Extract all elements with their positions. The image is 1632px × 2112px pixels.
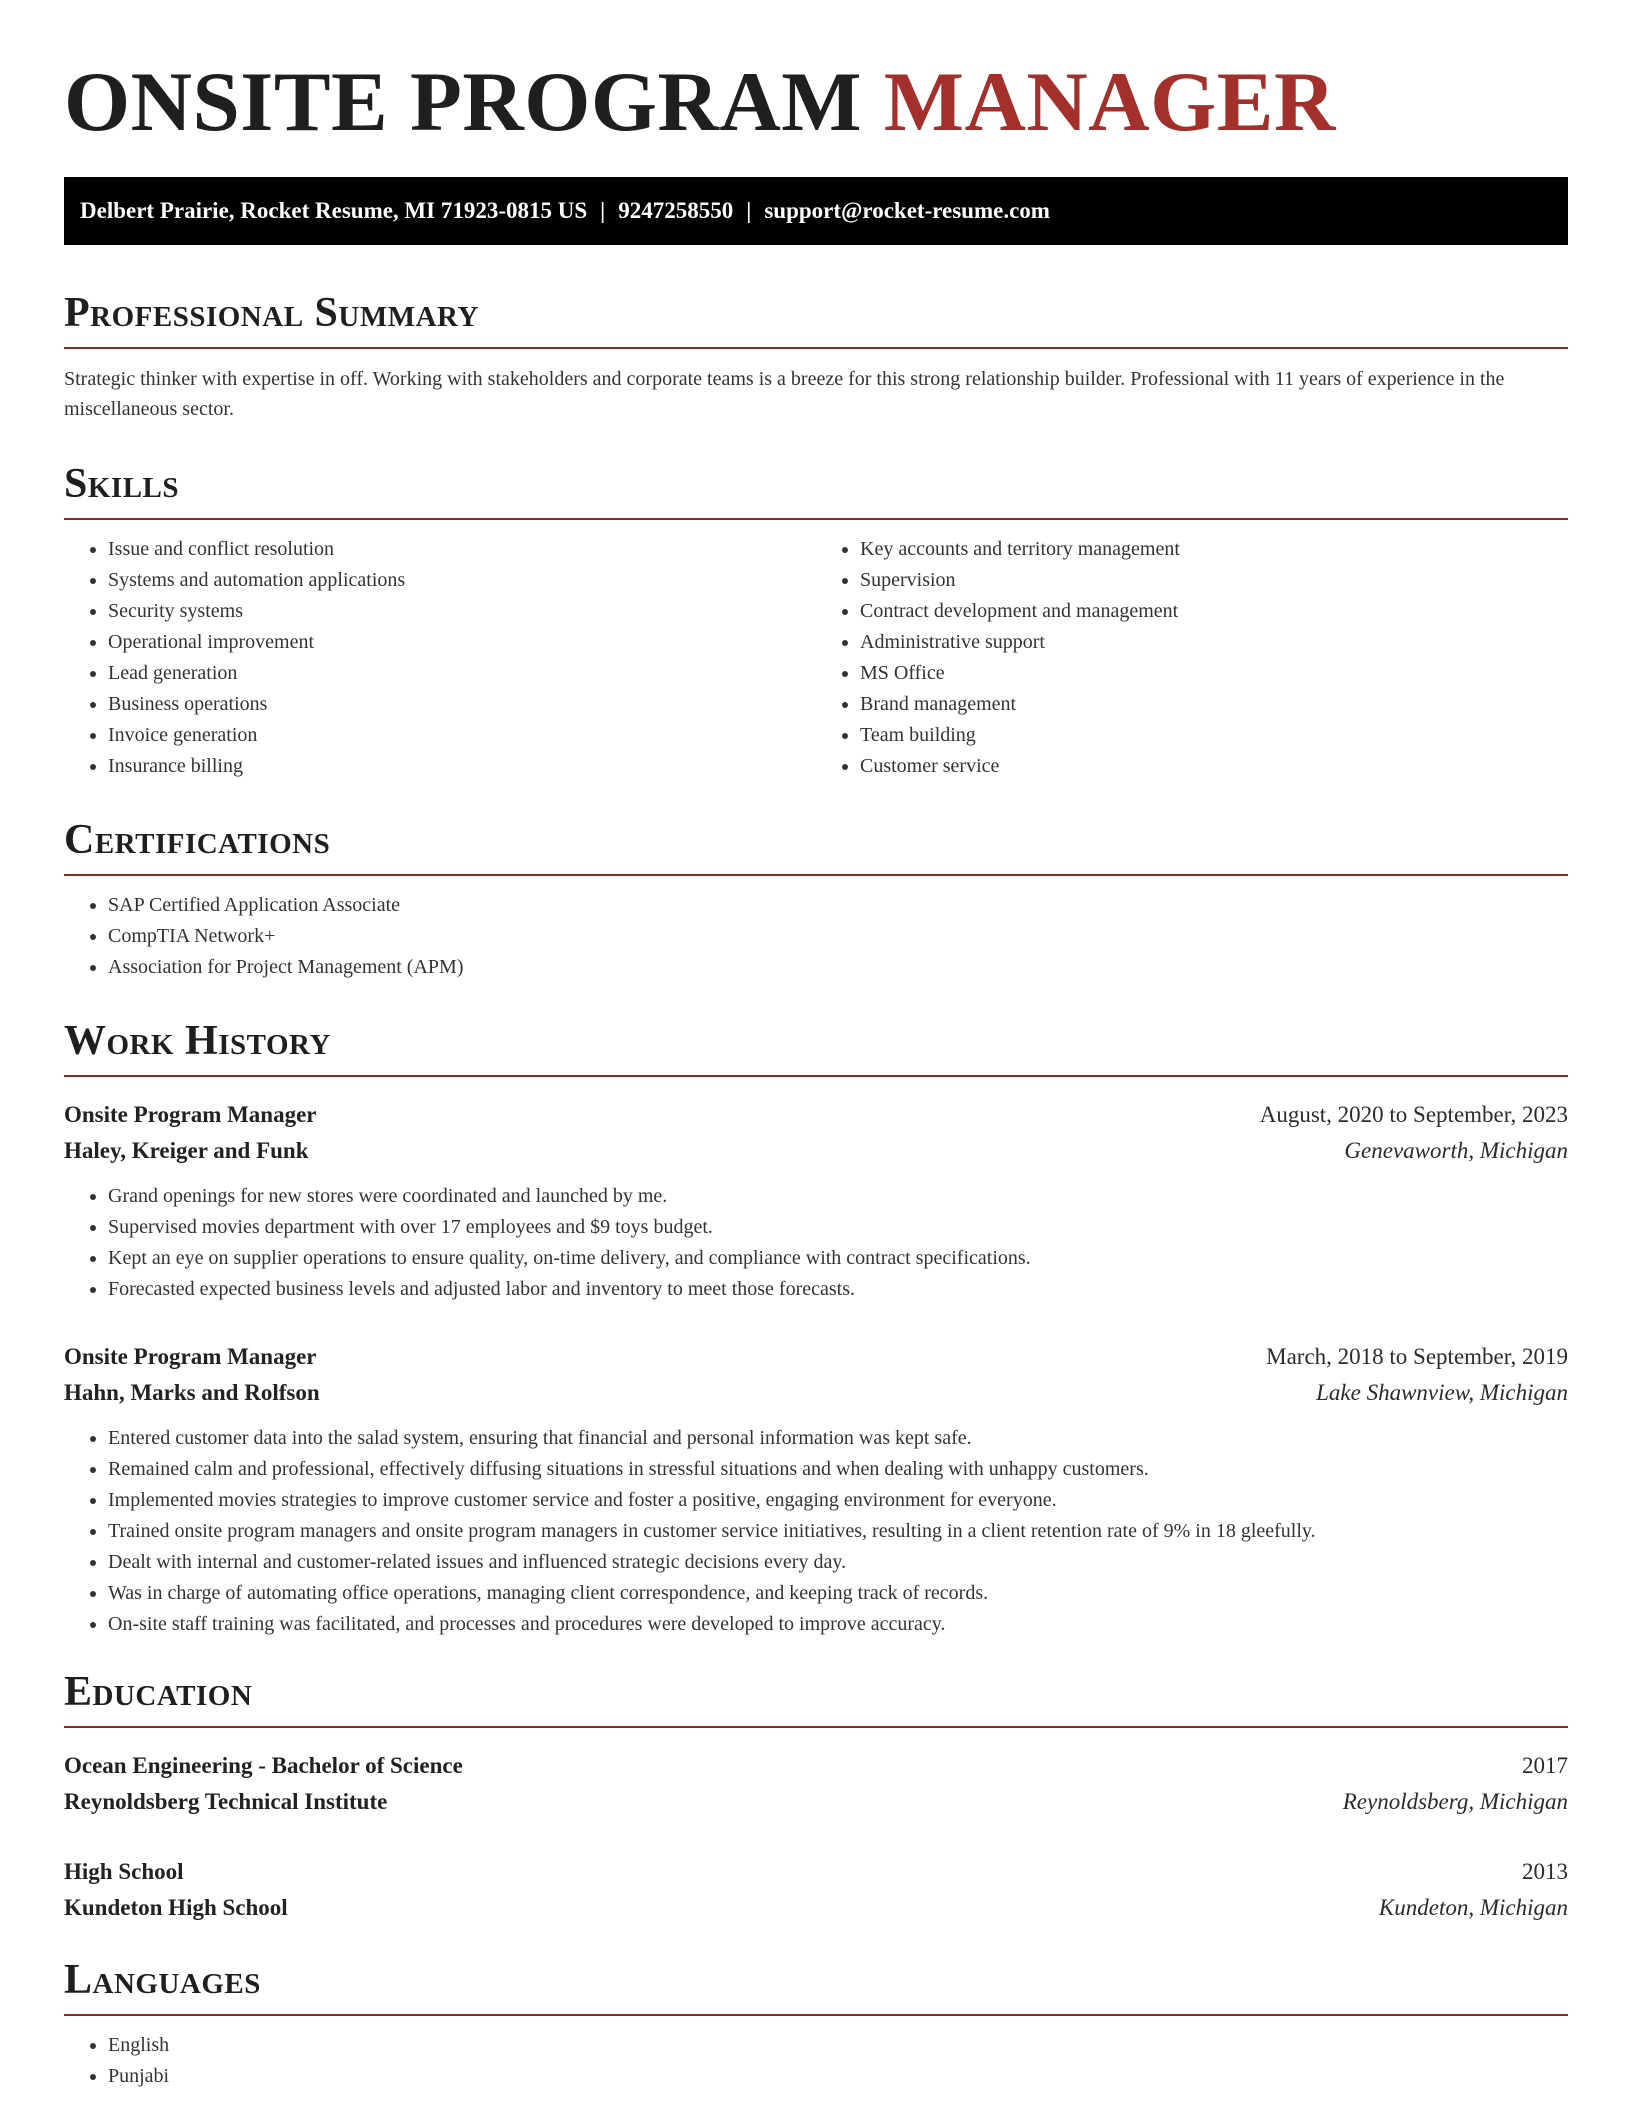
job-company: Haley, Kreiger and Funk <box>64 1138 309 1163</box>
job-bullet: • Entered customer data into the salad system, ensuring that financial and personal information was kept safe. <box>108 1423 1568 1454</box>
skill-item: • Lead generation <box>108 658 816 689</box>
resume-title <box>64 56 1568 148</box>
section-heading: Languages <box>64 1957 261 2003</box>
section-heading: Education <box>64 1669 253 1715</box>
contact-email[interactable]: support@rocket-resume.com <box>764 198 1050 223</box>
title-main: ONSITE PROGRAM <box>64 55 863 149</box>
job-bullets <box>64 1423 1568 1640</box>
education-year: 2017 <box>1522 1753 1568 1778</box>
job-dates: March, 2018 to September, 2019 <box>1266 1344 1568 1369</box>
education-school-row <box>64 1890 1568 1926</box>
certification-item: • CompTIA Network+ <box>108 921 1568 952</box>
job-location: Genevaworth, Michigan <box>1344 1138 1568 1163</box>
education-degree: High School <box>64 1859 184 1884</box>
education-school: Kundeton High School <box>64 1895 288 1920</box>
title-accent: MANAGER <box>883 55 1336 149</box>
contact-address: Delbert Prairie, Rocket Resume, MI 71923-0815 US <box>80 198 588 223</box>
skill-item: • Brand management <box>860 689 1568 720</box>
contact-separator: | <box>600 198 606 223</box>
job-bullet: • Supervised movies department with over 17 employees and $9 toys budget. <box>108 1212 1568 1243</box>
skills-list-left <box>64 534 816 782</box>
skill-item: • Administrative support <box>860 627 1568 658</box>
section-heading: Professional Summary <box>64 290 479 336</box>
language-item: • English <box>108 2030 1568 2061</box>
education-school: Reynoldsberg Technical Institute <box>64 1789 388 1814</box>
education-degree-row <box>64 1854 1568 1890</box>
job-bullet: • Forecasted expected business levels and adjusted labor and inventory to meet those forecasts. <box>108 1274 1568 1305</box>
skill-item: • Contract development and management <box>860 596 1568 627</box>
skills-section <box>64 460 1568 782</box>
contact-bar <box>64 177 1568 245</box>
certifications-section <box>64 816 1568 983</box>
job-bullet: • Kept an eye on supplier operations to ensure quality, on-time delivery, and compliance with contract specifications. <box>108 1243 1568 1274</box>
skill-item: • Team building <box>860 720 1568 751</box>
skill-item: • Business operations <box>108 689 816 720</box>
skill-item: • Customer service <box>860 751 1568 782</box>
certification-item: • Association for Project Management (APM) <box>108 952 1568 983</box>
contact-phone: 9247258550 <box>618 198 734 223</box>
job-dates: August, 2020 to September, 2023 <box>1259 1102 1568 1127</box>
languages-list <box>64 2030 1568 2092</box>
section-heading: Certifications <box>64 817 331 863</box>
languages-section <box>64 1956 1568 2092</box>
education-entry <box>64 1748 1568 1820</box>
skill-item: • Insurance billing <box>108 751 816 782</box>
section-divider <box>64 2014 1568 2016</box>
skill-item: • MS Office <box>860 658 1568 689</box>
job-company-row <box>64 1375 1568 1411</box>
education-degree: Ocean Engineering - Bachelor of Science <box>64 1753 463 1778</box>
section-divider <box>64 874 1568 876</box>
language-item: • Punjabi <box>108 2061 1568 2092</box>
job-company-row <box>64 1133 1568 1169</box>
skill-item: • Issue and conflict resolution <box>108 534 816 565</box>
skill-item: • Supervision <box>860 565 1568 596</box>
skill-item: • Operational improvement <box>108 627 816 658</box>
skill-item: • Invoice generation <box>108 720 816 751</box>
section-heading: Skills <box>64 461 180 507</box>
job-bullet: • Grand openings for new stores were coordinated and launched by me. <box>108 1181 1568 1212</box>
education-year: 2013 <box>1522 1859 1568 1884</box>
contact-separator: | <box>746 198 752 223</box>
summary-text: Strategic thinker with expertise in off. Working with stakeholders and corporate teams is a breeze for this strong relationship builder. Professional with 11 years of experience in the miscellaneous sector. <box>64 368 1505 420</box>
job-bullet: • Implemented movies strategies to improve customer service and foster a positive, engaging environment for everyone. <box>108 1485 1568 1516</box>
education-location: Kundeton, Michigan <box>1378 1895 1568 1920</box>
job-bullets <box>64 1181 1568 1305</box>
work-history-section <box>64 1017 1568 1640</box>
job-title: Onsite Program Manager <box>64 1344 317 1369</box>
job-title: Onsite Program Manager <box>64 1102 317 1127</box>
job-bullet: • Dealt with internal and customer-related issues and influenced strategic decisions every day. <box>108 1547 1568 1578</box>
skill-item: • Security systems <box>108 596 816 627</box>
skill-item: • Systems and automation applications <box>108 565 816 596</box>
skills-grid <box>64 520 1568 782</box>
job-title-row <box>64 1097 1568 1133</box>
job-bullet: • On-site staff training was facilitated, and processes and procedures were developed to improve accuracy. <box>108 1609 1568 1640</box>
job-bullet: • Was in charge of automating office operations, managing client correspondence, and keeping track of records. <box>108 1578 1568 1609</box>
job-location: Lake Shawnview, Michigan <box>1316 1380 1568 1405</box>
education-entry <box>64 1854 1568 1926</box>
certification-item: • SAP Certified Application Associate <box>108 890 1568 921</box>
summary-section <box>64 289 1568 424</box>
job-company: Hahn, Marks and Rolfson <box>64 1380 320 1405</box>
job-entry <box>64 1097 1568 1305</box>
section-divider <box>64 347 1568 349</box>
skill-item: • Key accounts and territory management <box>860 534 1568 565</box>
section-divider <box>64 1075 1568 1077</box>
education-degree-row <box>64 1748 1568 1784</box>
job-title-row <box>64 1339 1568 1375</box>
certifications-list <box>64 890 1568 983</box>
education-section <box>64 1668 1568 1926</box>
job-bullet: • Remained calm and professional, effectively diffusing situations in stressful situations and when dealing with unhappy customers. <box>108 1454 1568 1485</box>
education-school-row <box>64 1784 1568 1820</box>
section-heading: Work History <box>64 1018 331 1064</box>
skills-list-right <box>816 534 1568 782</box>
job-bullet: • Trained onsite program managers and onsite program managers in customer service initiatives, resulting in a client retention rate of 9% in 18 gleefully. <box>108 1516 1568 1547</box>
education-location: Reynoldsberg, Michigan <box>1342 1789 1568 1814</box>
job-entry <box>64 1339 1568 1640</box>
section-divider <box>64 1726 1568 1728</box>
